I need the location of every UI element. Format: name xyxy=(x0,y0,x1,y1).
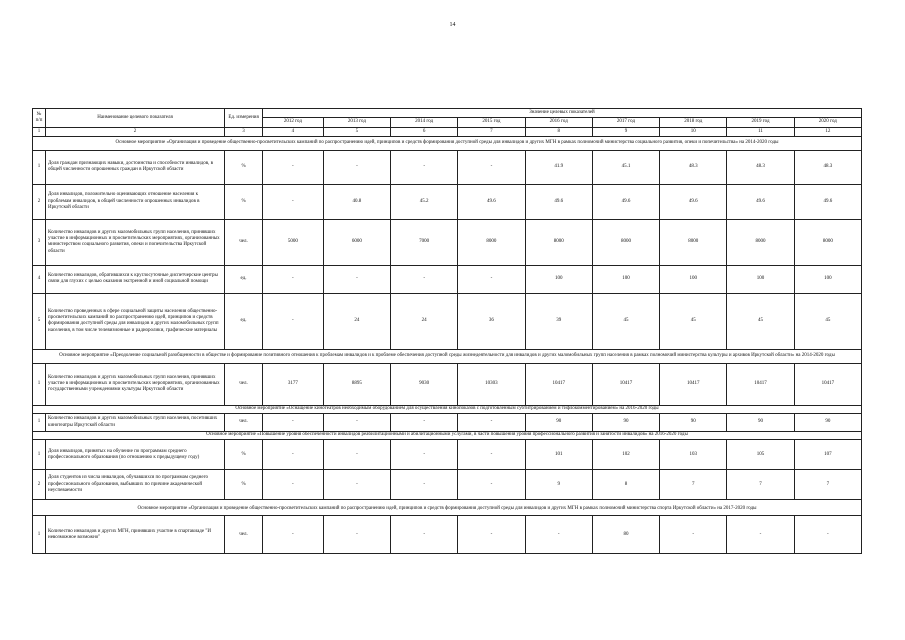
value-cell: 24 xyxy=(391,293,458,349)
value-cell: 80 xyxy=(592,516,659,554)
value-cell: - xyxy=(323,265,390,293)
row-number: 5 xyxy=(33,293,46,349)
value-cell: - xyxy=(391,470,458,500)
table-row xyxy=(33,440,862,470)
table-row xyxy=(33,184,862,219)
value-cell: - xyxy=(263,440,324,470)
value-cell: 40.8 xyxy=(323,184,390,219)
value-cell: 10417 xyxy=(727,363,794,405)
unit-cell: ед. xyxy=(225,265,263,293)
value-cell: - xyxy=(323,516,390,554)
table-row xyxy=(33,470,862,500)
column-number: 6 xyxy=(391,127,458,136)
value-cell: 8000 xyxy=(660,219,727,265)
value-cell: 45.2 xyxy=(391,184,458,219)
section-title: Основное мероприятие «Организация и проведение общественно-просветительских кампаний по распространению идей, принципов и средств формирования доступной среды для инвалидов и других МГН в рамках полномочий министерства социального развития, опеки и попечительства» на 2014-2020 годы xyxy=(33,136,862,150)
row-number: 1 xyxy=(33,414,46,432)
column-number: 10 xyxy=(660,127,727,136)
row-number: 1 xyxy=(33,440,46,470)
value-cell: 36 xyxy=(458,293,525,349)
value-cell: - xyxy=(458,414,525,432)
table-row xyxy=(33,219,862,265)
value-cell: - xyxy=(391,150,458,184)
value-cell: - xyxy=(263,265,324,293)
value-cell: - xyxy=(458,265,525,293)
value-cell: 10417 xyxy=(660,363,727,405)
value-cell: - xyxy=(391,265,458,293)
unit-cell: чел. xyxy=(225,414,263,432)
section-title: Основное мероприятие «Организация и проведение общественно-просветительских кампаний по распространению идей, принципов и средств формирования доступной среды для инвалидов и других МГН в рамках полномочий министерства спорта Иркутской области» на 2017-2020 годы xyxy=(33,500,862,516)
row-number: 2 xyxy=(33,184,46,219)
value-cell: 7000 xyxy=(391,219,458,265)
indicator-name: Доля инвалидов, принятых на обучение по программам среднего профессионального образования (по отношению к предыдущему году) xyxy=(46,440,225,470)
value-cell: 3177 xyxy=(263,363,324,405)
value-cell: 90 xyxy=(592,414,659,432)
unit-cell: % xyxy=(225,184,263,219)
value-cell: 48.3 xyxy=(727,150,794,184)
value-cell: 5000 xyxy=(263,219,324,265)
value-cell: - xyxy=(458,150,525,184)
header-unit: Ед. измерения xyxy=(225,109,263,128)
value-cell: - xyxy=(263,414,324,432)
value-cell: - xyxy=(727,516,794,554)
value-cell: 8 xyxy=(592,470,659,500)
indicator-name: Количество инвалидов и других маломобильных групп населения, принявших участие в информационных и просветительских мероприятиях, организованных государственными учреждениями культуры Иркутской области xyxy=(46,363,225,405)
column-number: 11 xyxy=(727,127,794,136)
header-year: 2013 год xyxy=(323,118,390,127)
section-title: Основное мероприятие «Оснащение кинотеатров необходимым оборудованием для осуществления кинопоказов с подготовленным субтитрированием и тифлокомментированием» на 2016-2020 годы xyxy=(33,405,862,413)
value-cell: - xyxy=(391,516,458,554)
indicator-name: Доля студентов из числа инвалидов, обучавшихся по программам среднего профессионального образования, выбывших по причине академической неуспеваемости xyxy=(46,470,225,500)
value-cell: 10417 xyxy=(794,363,861,405)
value-cell: 49.6 xyxy=(458,184,525,219)
value-cell: - xyxy=(323,150,390,184)
table-row xyxy=(33,150,862,184)
value-cell: 7 xyxy=(794,470,861,500)
value-cell: - xyxy=(323,414,390,432)
value-cell: 10303 xyxy=(458,363,525,405)
value-cell: 102 xyxy=(592,440,659,470)
value-cell: 100 xyxy=(727,265,794,293)
header-indicator: Наименование целевого показателя xyxy=(46,109,225,128)
value-cell: 9030 xyxy=(391,363,458,405)
column-number: 12 xyxy=(794,127,861,136)
value-cell: - xyxy=(263,516,324,554)
value-cell: 49.6 xyxy=(592,184,659,219)
page-number: 14 xyxy=(449,22,456,28)
value-cell: 100 xyxy=(592,265,659,293)
value-cell: - xyxy=(323,470,390,500)
value-cell: 107 xyxy=(794,440,861,470)
header-year: 2019 год xyxy=(727,118,794,127)
value-cell: 105 xyxy=(727,440,794,470)
value-cell: 8000 xyxy=(525,219,592,265)
row-number: 1 xyxy=(33,150,46,184)
value-cell: - xyxy=(794,516,861,554)
header-year: 2012 год xyxy=(263,118,324,127)
column-number: 5 xyxy=(323,127,390,136)
value-cell: 8000 xyxy=(592,219,659,265)
value-cell: 10417 xyxy=(525,363,592,405)
value-cell: - xyxy=(660,516,727,554)
value-cell: 48.3 xyxy=(794,150,861,184)
value-cell: 45 xyxy=(592,293,659,349)
targets-table xyxy=(32,108,862,554)
section-title: Основное мероприятие «Повышение уровня обеспеченности инвалидов реабилитационными и абилитационными услугами, в части повышения уровня профессионального развития и занятости инвалидов» на 2016-2020 годы xyxy=(33,432,862,440)
table-row xyxy=(33,516,862,554)
indicator-name: Доля инвалидов, положительно оценивающих отношение населения к проблемам инвалидов, в общей численности опрошенных инвалидов в Иркутской области xyxy=(46,184,225,219)
unit-cell: % xyxy=(225,440,263,470)
value-cell: 101 xyxy=(525,440,592,470)
value-cell: - xyxy=(458,470,525,500)
table-row xyxy=(33,265,862,293)
value-cell: - xyxy=(458,440,525,470)
value-cell: - xyxy=(263,293,324,349)
value-cell: - xyxy=(458,516,525,554)
value-cell: 8000 xyxy=(727,219,794,265)
value-cell: 41.9 xyxy=(525,150,592,184)
header-year: 2016 год xyxy=(525,118,592,127)
column-number: 7 xyxy=(458,127,525,136)
value-cell: 90 xyxy=(660,414,727,432)
header-no: № п/п xyxy=(33,109,46,128)
unit-cell: % xyxy=(225,470,263,500)
table-row xyxy=(33,414,862,432)
value-cell: 39 xyxy=(525,293,592,349)
unit-cell: ед. xyxy=(225,293,263,349)
value-cell: 49.6 xyxy=(660,184,727,219)
header-year: 2017 год xyxy=(592,118,659,127)
value-cell: 8895 xyxy=(323,363,390,405)
indicator-name: Количество проведенных в сфере социальной защиты населения общественно-просветительских кампаний по распространению идей, принципов и средств формирования доступной среды для инвалидов и других маломобильных групп населения, в том числе телевизионные и радиоролики, графические материалы xyxy=(46,293,225,349)
table-row xyxy=(33,293,862,349)
row-number: 1 xyxy=(33,363,46,405)
header-year: 2020 год xyxy=(794,118,861,127)
indicator-name: Количество инвалидов и других маломобильных групп населения, принявших участие в информационных и просветительских мероприятиях, организованных министерством социального развития, опеки и попечительства Иркутской области xyxy=(46,219,225,265)
value-cell: 45.1 xyxy=(592,150,659,184)
row-number: 2 xyxy=(33,470,46,500)
indicator-name: Доля граждан признающих навыки, достоинства и способности инвалидов, в общей численности опрошенных граждан в Иркутской области xyxy=(46,150,225,184)
value-cell: 103 xyxy=(660,440,727,470)
header-values-group: Значение целевых показателей xyxy=(263,109,862,118)
header-year: 2014 год xyxy=(391,118,458,127)
column-number: 8 xyxy=(525,127,592,136)
value-cell: 45 xyxy=(660,293,727,349)
value-cell: 7 xyxy=(727,470,794,500)
value-cell: 90 xyxy=(794,414,861,432)
value-cell: 90 xyxy=(727,414,794,432)
column-number: 2 xyxy=(46,127,225,136)
column-number: 1 xyxy=(33,127,46,136)
indicator-name: Количество инвалидов и других МГН, принявших участие в спартакиаде "И невозможное возможно" xyxy=(46,516,225,554)
row-number: 1 xyxy=(33,516,46,554)
value-cell: - xyxy=(391,440,458,470)
value-cell: 45 xyxy=(794,293,861,349)
unit-cell: чел. xyxy=(225,516,263,554)
value-cell: 100 xyxy=(794,265,861,293)
column-number: 3 xyxy=(225,127,263,136)
unit-cell: чел. xyxy=(225,219,263,265)
value-cell: 49.6 xyxy=(794,184,861,219)
value-cell: - xyxy=(263,184,324,219)
value-cell: - xyxy=(323,440,390,470)
value-cell: 10417 xyxy=(592,363,659,405)
unit-cell: % xyxy=(225,150,263,184)
value-cell: 49.6 xyxy=(727,184,794,219)
section-title: Основное мероприятие «Преодоление социальной разобщенности в обществе и формирование позитивного отношения к проблемам инвалидов и к проблеме обеспечения доступной среды жизнедеятельности для инвалидов и других маломобильных групп населения в рамках полномочий министерства культуры и архивов Иркутской области» на 2014-2020 годы xyxy=(33,349,862,363)
indicator-name: Количество инвалидов, обратившихся к круглосуточные диспетчерские центры связи для глухих с целью оказания экстренной и иной социальной помощи xyxy=(46,265,225,293)
header-year: 2015 год xyxy=(458,118,525,127)
column-number: 4 xyxy=(263,127,324,136)
table-row xyxy=(33,363,862,405)
indicator-name: Количество инвалидов и других маломобильных групп населения, посетивших кинотеатры Иркутской области xyxy=(46,414,225,432)
value-cell: 100 xyxy=(525,265,592,293)
row-number: 4 xyxy=(33,265,46,293)
value-cell: - xyxy=(263,150,324,184)
value-cell: 6000 xyxy=(323,219,390,265)
unit-cell: чел. xyxy=(225,363,263,405)
value-cell: 8000 xyxy=(794,219,861,265)
value-cell: 8000 xyxy=(458,219,525,265)
value-cell: - xyxy=(391,414,458,432)
value-cell: 100 xyxy=(660,265,727,293)
value-cell: 45 xyxy=(727,293,794,349)
value-cell: 48.3 xyxy=(660,150,727,184)
value-cell: - xyxy=(525,516,592,554)
row-number: 3 xyxy=(33,219,46,265)
header-year: 2018 год xyxy=(660,118,727,127)
value-cell: - xyxy=(263,470,324,500)
value-cell: 24 xyxy=(323,293,390,349)
column-number: 9 xyxy=(592,127,659,136)
value-cell: 49.6 xyxy=(525,184,592,219)
value-cell: 9 xyxy=(525,470,592,500)
value-cell: 90 xyxy=(525,414,592,432)
value-cell: 7 xyxy=(660,470,727,500)
